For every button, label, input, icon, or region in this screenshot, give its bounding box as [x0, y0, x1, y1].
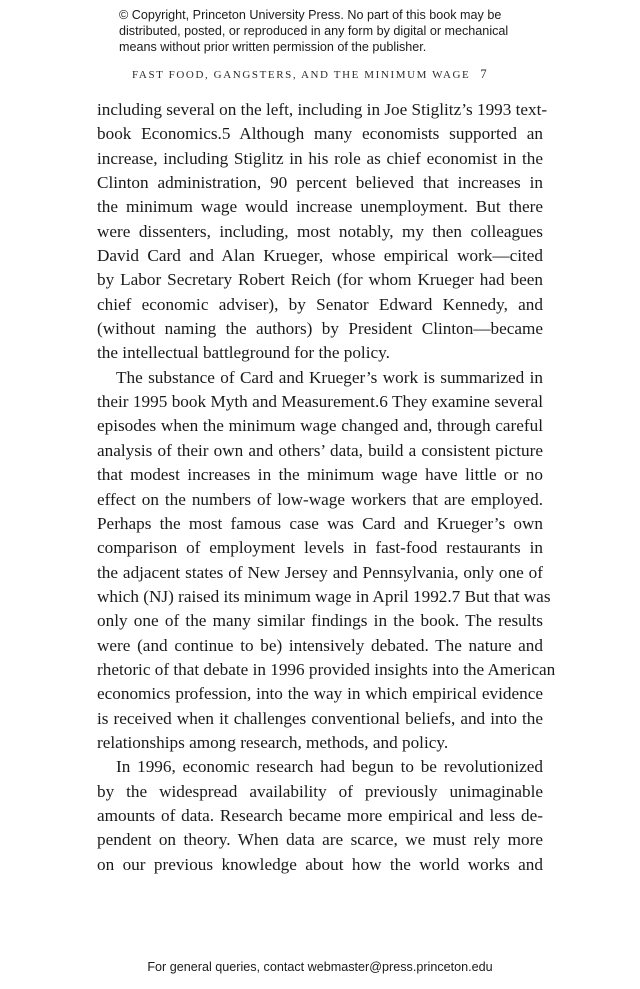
text-line: Clinton administration, 90 percent believed that increases in — [97, 173, 543, 193]
text-line: were dissenters, including, most notably, my then colleagues — [97, 221, 543, 241]
text-line: that modest increases in the minimum wage have little or no — [97, 465, 543, 485]
text-line: which (NJ) raised its minimum wage in April 1992.7 But that was — [97, 586, 551, 606]
text-line: chief economic adviser), by Senator Edward Kennedy, and — [97, 294, 543, 314]
text-line: amounts of data. Research became more empirical and less de- — [97, 805, 543, 825]
text-line: the adjacent states of New Jersey and Pennsylvania, only one of — [97, 562, 543, 582]
footer-contact: For general queries, contact webmaster@press.princeton.edu — [147, 960, 493, 974]
text-line: pendent on theory. When data are scarce, we must rely more — [97, 830, 543, 850]
text-line: increase, including Stiglitz in his role as chief economist in the — [97, 148, 543, 168]
text-line: by Labor Secretary Robert Reich (for whom Krueger had been — [97, 270, 543, 290]
text-line: on our previous knowledge about how the world works and — [97, 854, 543, 874]
text-line: episodes when the minimum wage changed and, through careful — [97, 416, 543, 436]
paragraph — [97, 755, 543, 877]
text-line: Perhaps the most famous case was Card and Krueger’s own — [97, 513, 543, 533]
text-line: the intellectual battleground for the policy. — [97, 343, 390, 363]
text-line: The substance of Card and Krueger’s work is summarized in — [116, 367, 543, 387]
text-line: is received when it challenges conventional beliefs, and into the — [97, 708, 543, 728]
text-line: book Economics.5 Although many economists supported an — [97, 124, 543, 144]
text-line: their 1995 book Myth and Measurement.6 They examine several — [97, 392, 543, 412]
text-line: In 1996, economic research had begun to be revolutionized — [116, 757, 543, 777]
copyright-notice — [119, 7, 539, 55]
running-head — [132, 67, 512, 82]
text-line: were (and continue to be) intensively debated. The nature and — [97, 635, 543, 655]
text-line: comparison of employment levels in fast-food restaurants in — [97, 538, 543, 558]
text-line: (without naming the authors) by President Clinton—became — [97, 319, 543, 339]
text-line: by the widespread availability of previously unimaginable — [97, 781, 543, 801]
text-line: David Card and Alan Krueger, whose empirical work—cited — [97, 246, 543, 266]
text-line: including several on the left, including in Joe Stiglitz’s 1993 text- — [97, 100, 548, 119]
text-line: only one of the many similar findings in the book. The results — [97, 611, 543, 631]
copyright-line: distributed, posted, or reproduced in any form by digital or mechanical — [119, 24, 509, 38]
text-line: economics profession, into the way in which empirical evidence — [97, 684, 543, 704]
text-line: effect on the numbers of low-wage workers that are employed. — [97, 489, 543, 509]
running-head-title: FAST FOOD, GANGSTERS, AND THE MINIMUM WAGE — [132, 69, 471, 81]
page-number: 7 — [480, 67, 487, 81]
text-line: analysis of their own and others’ data, build a consistent picture — [97, 440, 543, 460]
copyright-line: means without prior written permission of the publisher. — [119, 40, 427, 54]
paragraph — [97, 366, 556, 756]
text-line: rhetoric of that debate in 1996 provided insights into the American — [97, 659, 556, 679]
body-text — [97, 98, 556, 877]
paragraph — [97, 98, 548, 366]
copyright-line: © Copyright, Princeton University Press. No part of this book may be — [119, 8, 502, 22]
text-line: relationships among research, methods, and policy. — [97, 732, 449, 752]
text-line: the minimum wage would increase unemployment. But there — [97, 197, 543, 217]
